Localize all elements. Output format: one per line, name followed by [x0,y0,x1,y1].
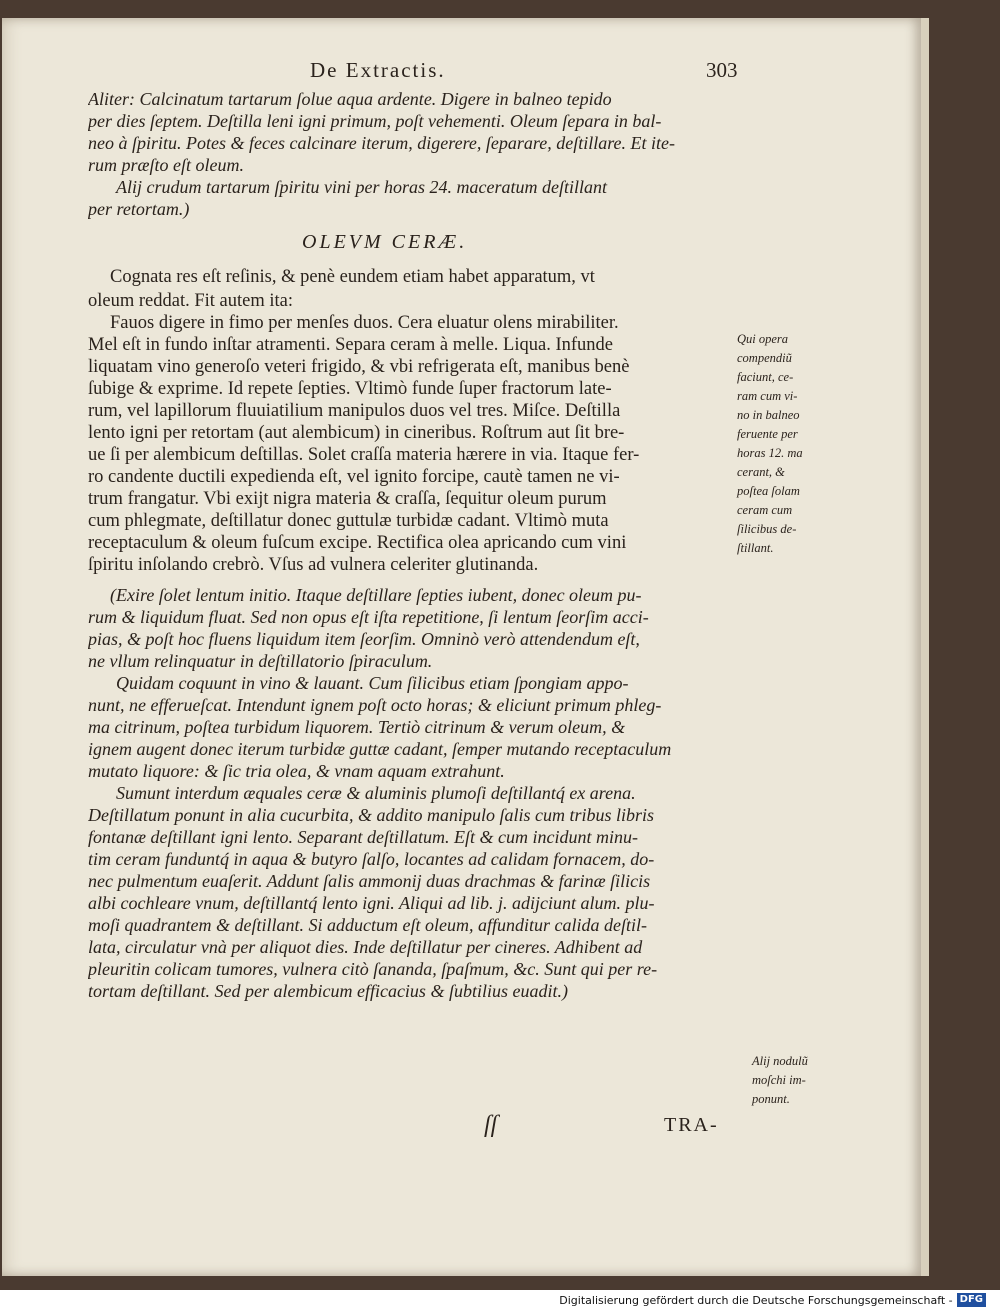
margin-note-line: Alij nodulũ [752,1054,808,1068]
dfg-footer [559,1292,986,1308]
text-line: ſubige & exprime. Id repete ſepties. Vltimò funde ſuper fractorum late- [88,379,612,399]
margin-note-line: poſtea ſolam [737,484,800,498]
margin-note-line: cerant, & [737,465,785,479]
margin-note-line: horas 12. ma [737,446,803,460]
text-line: Aliter: Calcinatum tartarum ſolue aqua ardente. Digere in balneo tepido [88,89,612,109]
text-line: ue ſi per alembicum deſtillas. Solet craſſa materia hærere in via. Itaque fer- [88,445,640,465]
margin-note-line: ceram cum [737,503,793,517]
text-line: cum phlegmate, deſtillatur donec guttulæ turbidæ cadant. Vltimò muta [88,511,609,531]
text-line: (Exire ſolet lentum initio. Itaque deſtillare ſepties iubent, donec oleum pu- [110,585,642,605]
section-heading: OLEVM CERÆ. [302,231,468,253]
margin-note-line: no in balneo [737,408,800,422]
text-line: pias, & poſt hoc fluens liquidum item ſeorſim. Omninò verò attendendum eſt, [88,629,640,649]
margin-note [737,330,803,558]
text-line: tim ceram funduntq́ in aqua & butyro ſalſo, locantes ad calidam fornacem, do- [88,849,655,869]
text-line: ignem augent donec iterum turbidæ guttæ cadant, ſemper mutando receptaculum [88,739,672,759]
margin-note-line: faciunt, ce- [737,370,794,384]
dfg-credit-text: Digitalisierung gefördert durch die Deutsche Forschungsgemeinschaft - [559,1293,953,1307]
margin-note-line: ſilicibus de- [737,522,797,536]
text-line: per dies ſeptem. Deſtilla leni igni primum, poſt vehementi. Oleum ſepara in bal- [88,111,662,131]
text-line: ne vllum relinquatur in deſtillatorio ſpiraculum. [88,651,433,671]
text-line: rum, vel lapillorum fluuiatilium manipulos duos vel tres. Miſce. Deſtilla [88,401,621,421]
margin-note-line: moſchi im- [752,1073,806,1087]
text-line: albi cochleare vnum, deſtillantq́ lento igni. Aliqui ad lib. j. adijciunt alum. plu- [88,893,655,913]
running-title: De Extractis. [310,58,446,82]
text-line: mutato liquore: & ſic tria olea, & vnam aquam extrahunt. [88,761,505,781]
text-line: nunt, ne efferueſcat. Intendunt ignem poſt octo horas; & eliciunt primum phleg- [88,695,662,715]
text-line: nec pulmentum euaſerit. Addunt ſalis ammonij duas drachmas & farinæ ſilicis [88,871,651,891]
text-line: rum præſto eſt oleum. [88,155,244,175]
main-text [88,88,748,1002]
text-line: per retortam.) [88,199,190,219]
text-line: Mel eſt in fundo inſtar atramenti. Separa ceram à melle. Liqua. Infunde [88,335,613,355]
margin-note-line: Qui opera [737,332,789,346]
text-line: Fauos digere in fimo per menſes duos. Cera eluatur olens mirabiliter. [110,313,619,333]
text-line: neo à ſpiritu. Potes & feces calcinare iterum, digerere, ſeparare, deſtillare. Et ite- [88,133,676,153]
text-line: rum & liquidum fluat. Sed non opus eſt iſta repetitione, ſi lentum ſeorſim acci- [88,607,649,627]
text-line: Deſtillatum ponunt in alia cucurbita, & addito manipulo ſalis cum tribus libris [88,805,655,825]
page-number: 303 [706,58,738,82]
text-line: Cognata res eſt reſinis, & penè eundem etiam habet apparatum, vt [110,267,595,287]
text-line: oleum reddat. Fit autem ita: [88,291,293,311]
text-line: tortam deſtillant. Sed per alembicum efficacius & ſubtilius euadit.) [88,981,568,1001]
margin-note [752,1052,808,1109]
text-line: Quidam coquunt in vino & lauant. Cum ſilicibus etiam ſpongiam appo- [116,673,629,693]
margin-note-line: feruente per [737,427,798,441]
margin-note-line: ram cum vi- [737,389,798,403]
text-line: ſpiritu inſolando crebrò. Vſus ad vulnera celeriter glutinanda. [88,555,539,575]
margin-note-line: ponunt. [752,1092,790,1106]
text-line: ro candente ductili expedienda eſt, vel ignito forcipe, cautè tamen ne vi- [88,467,620,487]
dfg-logo: DFG [957,1293,986,1307]
text-line: pleuritin colicam tumores, vulnera citò ſananda, ſpaſmum, &c. Sunt qui per re- [88,959,658,979]
signature-mark: ſſ [484,1112,498,1138]
text-line: ma citrinum, poſtea turbidum liquorem. Tertiò citrinum & verum oleum, & [88,717,626,737]
text-line: receptaculum & oleum fuſcum excipe. Rectifica olea apricando cum vini [88,533,627,553]
text-line: moſi quadrantem & deſtillant. Si adductum eſt oleum, affunditur calida deſtil- [88,915,647,935]
text-line: lento igni per retortam (aut alembicum) in cineribus. Roſtrum aut ſit bre- [88,423,625,443]
text-line: lata, circulatur vnà per aliquot dies. Inde deſtillatur per cineres. Adhibent ad [88,937,643,957]
page-edge [921,18,929,1276]
margin-note-line: ſtillant. [737,541,774,555]
text-line: Alij crudum tartarum ſpiritu vini per horas 24. maceratum deſtillant [116,177,607,197]
running-header [310,58,750,88]
text-line: Sumunt interdum æquales ceræ & aluminis plumoſi deſtillantq́ ex arena. [116,783,636,803]
text-line: liquatam vino generoſo veteri frigido, & vbi refrigerata eſt, manibus benè [88,357,630,377]
text-line: fontanæ deſtillant igni lento. Separant deſtillatum. Eſt & cum incidunt minu- [88,827,638,847]
text-line: trum frangatur. Vbi exijt nigra materia & craſſa, ſequitur oleum purum [88,489,607,509]
margin-note-line: compendiũ [737,351,792,365]
catchword: TRA- [664,1114,719,1136]
